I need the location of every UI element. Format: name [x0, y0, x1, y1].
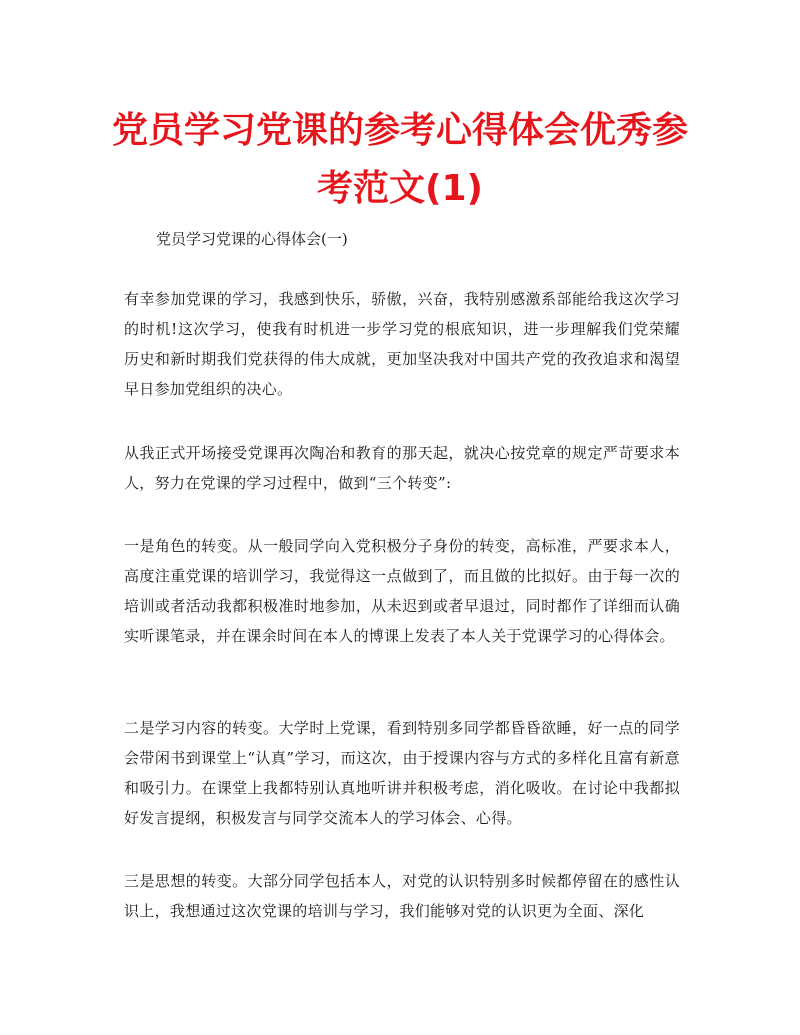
- paragraph-5: 三是思想的转变。大部分同学包括本人，对党的认识特别多时候都停留在的感性认识上，我想通过这次党课的培训与学习，我们能够对党的认识更为全面、深化: [124, 872, 680, 920]
- paragraph-2: 从我正式开场接受党课再次陶冶和教育的那天起，就决心按党章的规定严苛要求本人，努力在党课的学习过程中，做到“三个转变”:: [124, 444, 680, 492]
- paragraph-1: 有幸参加党课的学习，我感到快乐，骄傲，兴奋，我特别感激系部能给我这次学习的时机!这次学习，使我有时机进一步学习党的根底知识，进一步理解我们党荣耀历史和新时期我们党获得的伟大成就，更加坚决我对中国共产党的孜孜追求和渴望早日参加党组织的决心。: [124, 290, 680, 398]
- paragraph-4: 二是学习内容的转变。大学时上党课，看到特别多同学都昏昏欲睡，好一点的同学会带闲书到课堂上“认真”学习，而这次，由于授课内容与方式的多样化且富有新意和吸引力。在课堂上我都特别认真地听讲并积极考虑，消化吸收。在讨论中我都拟好发言提纲，积极发言与同学交流本人的学习体会、心得。: [124, 719, 680, 827]
- document-title: 党员学习党课的参考心得体会优秀参考范文(1): [111, 110, 688, 209]
- document-subtitle: 党员学习党课的心得体会(一): [156, 230, 348, 248]
- paragraph-3: 一是角色的转变。从一般同学向入党积极分子身份的转变，高标准，严要求本人，高度注重党课的培训学习，我觉得这一点做到了，而且做的比拟好。由于每一次的培训或者活动我都积极准时地参加，从未迟到或者早退过，同时都作了详细而认确实听课笔录，并在课余时间在本人的博课上发表了本人关于党课学习的心得体会。: [124, 537, 680, 645]
